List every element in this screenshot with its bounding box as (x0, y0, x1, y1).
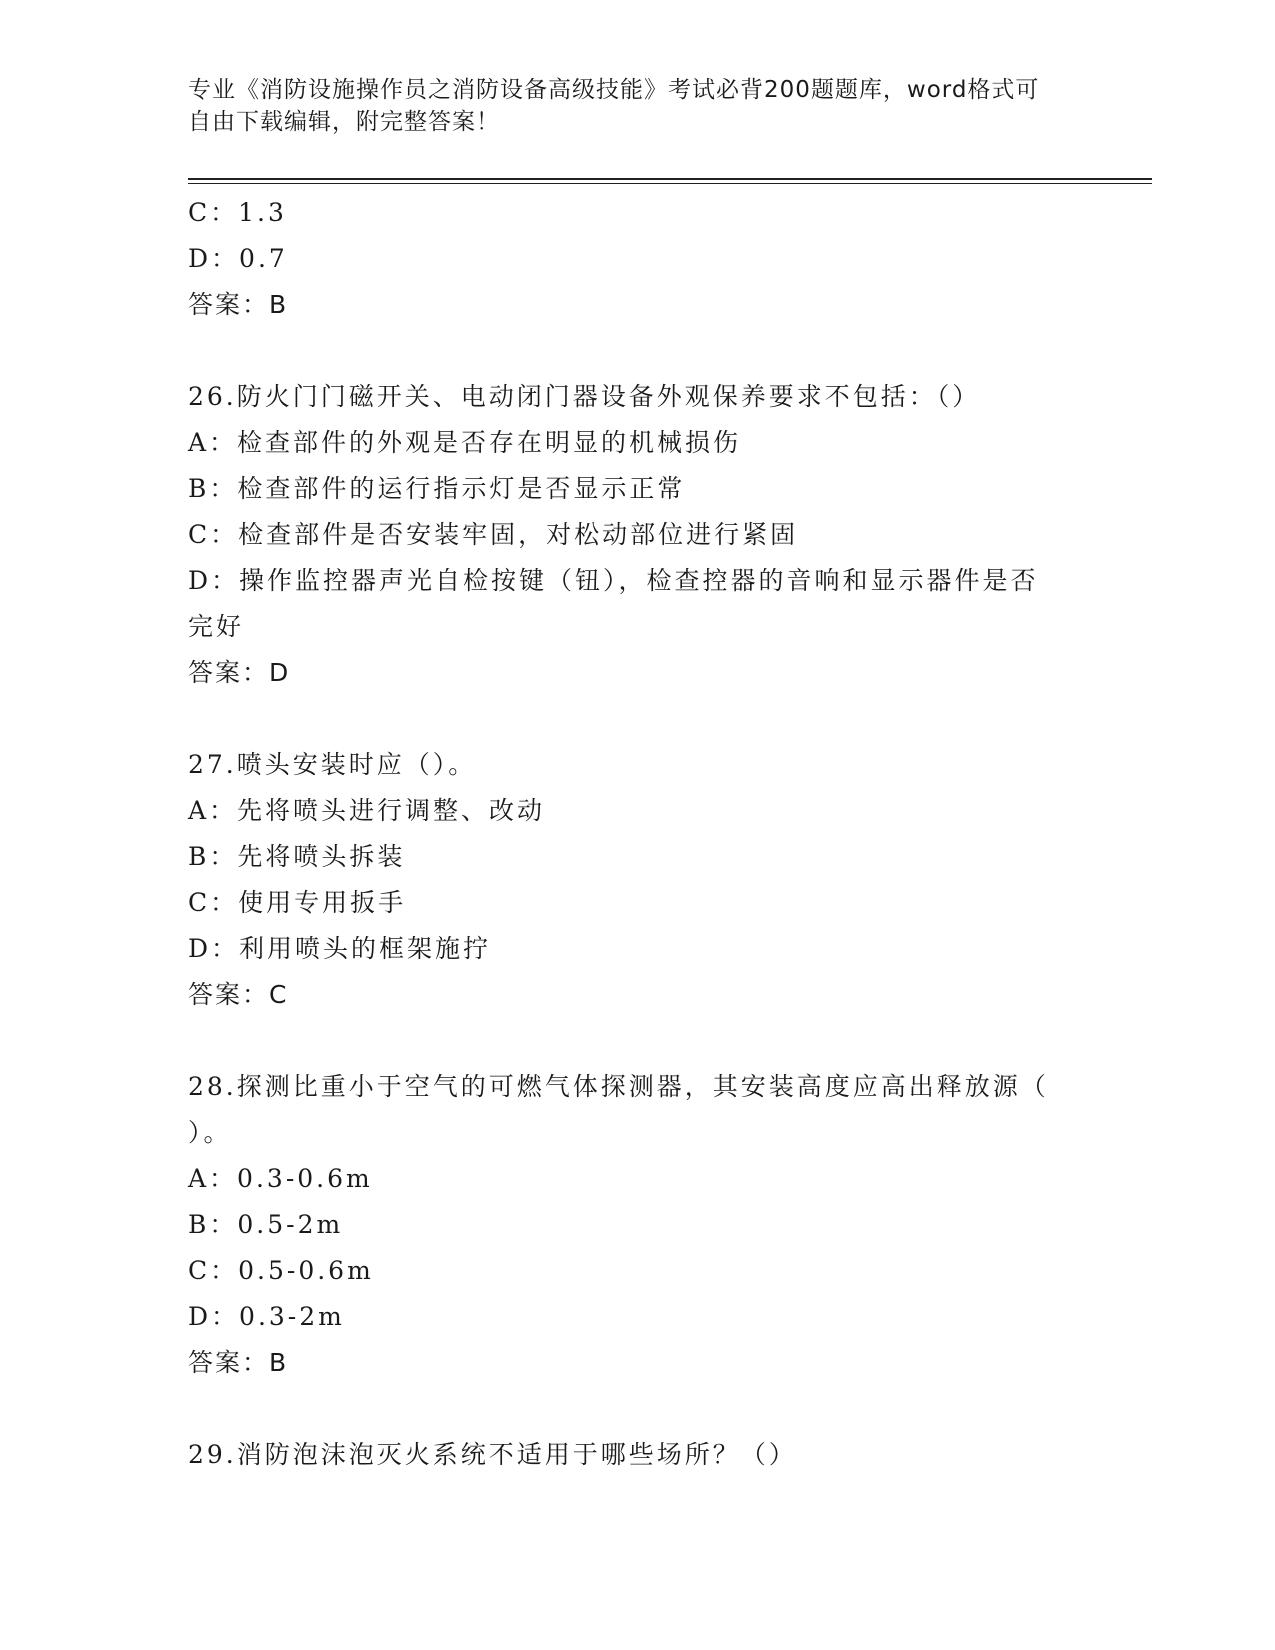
question-27 (188, 742, 1088, 1018)
option-a: A：检查部件的外观是否存在明显的机械损伤 (188, 428, 742, 457)
question-25-tail (188, 190, 1088, 328)
option-d: D：0.3-2m (188, 1302, 345, 1331)
spacer (188, 1386, 1088, 1432)
option-d: D：利用喷头的框架施拧 (188, 934, 492, 963)
option-b: B：检查部件的运行指示灯是否显示正常 (188, 474, 686, 503)
spacer (188, 696, 1088, 742)
question-stem-continued: ）。 (188, 1118, 232, 1147)
question-stem: 27.喷头安装时应（）。 (188, 750, 477, 779)
spacer (188, 1018, 1088, 1064)
header-divider-top (188, 178, 1152, 180)
option-b: B：0.5-2m (188, 1210, 344, 1239)
spacer (188, 328, 1088, 374)
question-26 (188, 374, 1088, 696)
option-c: C：1.3 (188, 198, 287, 227)
header-divider-bottom (188, 183, 1152, 184)
header-title-line-1: 专业《消防设施操作员之消防设备高级技能》考试必背200题题库，word格式可 (188, 77, 1040, 103)
header-title-line-2: 自由下载编辑，附完整答案！ (188, 109, 500, 135)
option-b: B：先将喷头拆装 (188, 842, 406, 871)
answer: 答案：B (188, 1348, 289, 1377)
question-list (188, 190, 1088, 1478)
answer: 答案：D (188, 658, 291, 687)
option-d: D：操作监控器声光自检按键（钮），检查控器的音响和显示器件是否 (188, 566, 1039, 595)
option-a: A：0.3-0.6m (188, 1164, 373, 1193)
document-header (188, 74, 1088, 138)
answer: 答案：B (188, 290, 289, 319)
question-stem: 28.探测比重小于空气的可燃气体探测器，其安装高度应高出释放源（ (188, 1072, 1049, 1101)
question-28 (188, 1064, 1088, 1386)
question-29 (188, 1432, 1088, 1478)
option-a: A：先将喷头进行调整、改动 (188, 796, 546, 825)
option-d-continued: 完好 (188, 612, 245, 641)
answer: 答案：C (188, 980, 289, 1009)
question-stem: 26.防火门门磁开关、电动闭门器设备外观保养要求不包括：（） (188, 382, 981, 411)
option-c: C：使用专用扳手 (188, 888, 407, 917)
option-c: C：检查部件是否安装牢固，对松动部位进行紧固 (188, 520, 799, 549)
option-d: D：0.7 (188, 244, 288, 273)
question-stem: 29.消防泡沫泡灭火系统不适用于哪些场所？（） (188, 1440, 797, 1469)
option-c: C：0.5-0.6m (188, 1256, 374, 1285)
